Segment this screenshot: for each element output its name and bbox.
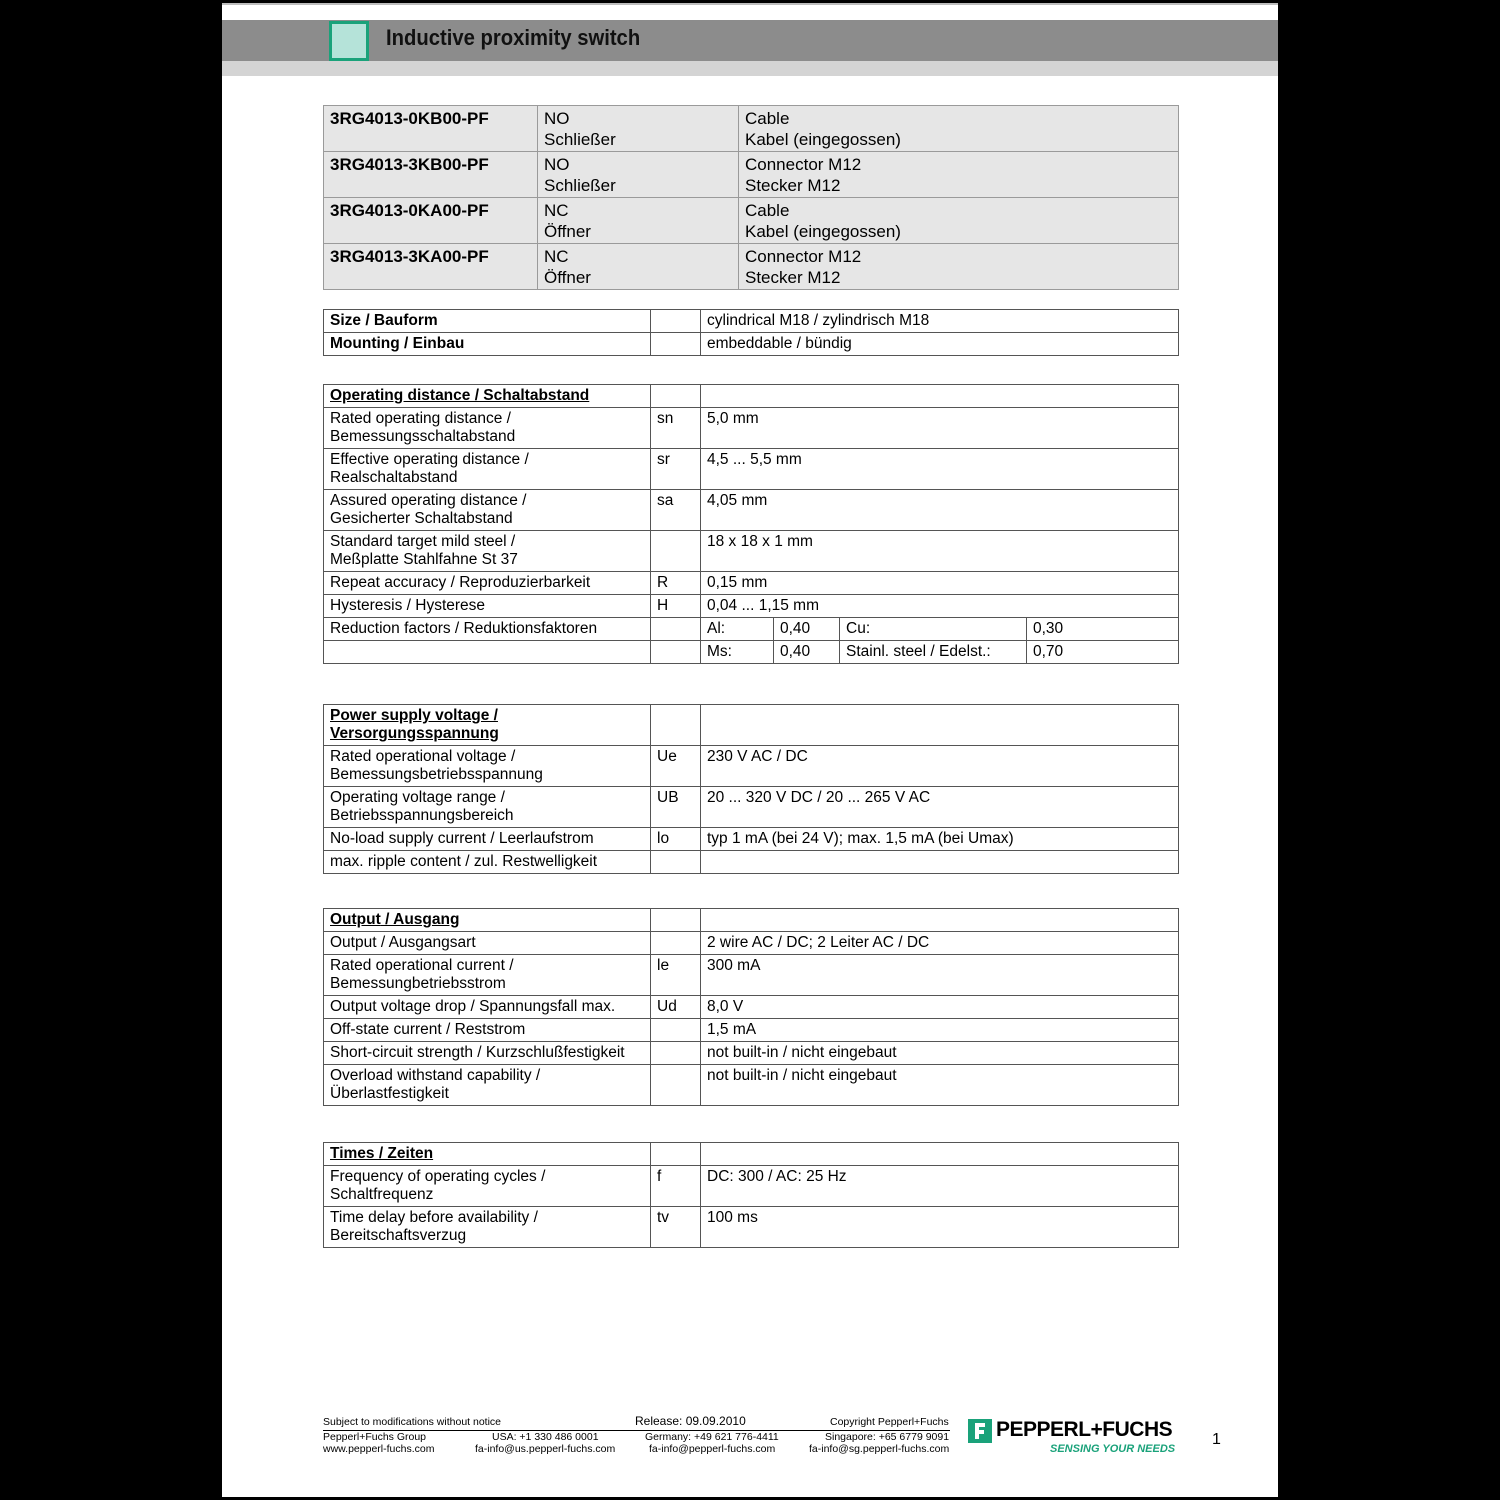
spec-label: Rated operational current / Bemessungbetriebsstrom [324,955,651,996]
spec-value: cylindrical M18 / zylindrisch M18 [701,310,1179,333]
footer-rule [323,1430,950,1431]
section-title: Operating distance / Schaltabstand [324,385,651,408]
operating-distance-table [323,384,1179,664]
spec-symbol [651,333,701,356]
spec-value: 5,0 mm [701,408,1179,449]
model-contact: NC Öffner [538,198,739,244]
spec-row [324,1207,1179,1248]
spec-value: typ 1 mA (bei 24 V); max. 1,5 mA (bei Umax) [701,828,1179,851]
spec-label: Rated operational voltage / Bemessungsbetriebsspannung [324,746,651,787]
general-table [323,309,1179,356]
footer-singapore-phone: Singapore: +65 6779 9091 [825,1431,950,1443]
spec-label: Effective operating distance / Realschaltabstand [324,449,651,490]
spec-symbol [651,531,701,572]
footer-germany-phone: Germany: +49 621 776-4411 [645,1431,779,1443]
spec-row [324,746,1179,787]
model-connection: Connector M12 Stecker M12 [739,244,1179,290]
top-rule [222,3,1278,5]
spec-symbol [651,932,701,955]
model-row [324,198,1179,244]
spec-row [324,1042,1179,1065]
model-code: 3RG4013-3KB00-PF [324,152,538,198]
model-contact: NC Öffner [538,244,739,290]
spec-symbol: sr [651,449,701,490]
spec-label: Standard target mild steel / Meßplatte Stahlfahne St 37 [324,531,651,572]
brand-slogan: SENSING YOUR NEEDS [1050,1443,1176,1455]
spec-row [324,449,1179,490]
spec-label: max. ripple content / zul. Restwelligkeit [324,851,651,874]
spec-row [324,1065,1179,1106]
spec-label: Output / Ausgangsart [324,932,651,955]
footer-group: Pepperl+Fuchs Group [323,1431,427,1443]
model-row [324,152,1179,198]
header-bar [222,20,1278,61]
header-subbar [222,61,1278,76]
spec-row [324,310,1179,333]
spec-label: Off-state current / Reststrom [324,1019,651,1042]
spec-value: 2 wire AC / DC; 2 Leiter AC / DC [701,932,1179,955]
footer-germany-mail: fa-info@pepperl-fuchs.com [649,1443,776,1455]
spec-label: Rated operating distance / Bemessungsschaltabstand [324,408,651,449]
spec-label: Mounting / Einbau [324,333,651,356]
spec-symbol: H [651,595,701,618]
spec-symbol [651,310,701,333]
material-name: Cu: [840,618,1027,641]
material-factor: 0,70 [1027,641,1179,664]
spec-value: not built-in / nicht eingebaut [701,1042,1179,1065]
spec-value: 100 ms [701,1207,1179,1248]
spec-label: Frequency of operating cycles / Schaltfrequenz [324,1166,651,1207]
spec-value: 4,5 ... 5,5 mm [701,449,1179,490]
spec-value: 20 ... 320 V DC / 20 ... 265 V AC [701,787,1179,828]
material-name: Ms: [701,641,774,664]
spec-value: embeddable / bündig [701,333,1179,356]
material-factor: 0,30 [1027,618,1179,641]
section-title: Output / Ausgang [324,909,651,932]
spec-row [324,1019,1179,1042]
footer-copyright: Copyright Pepperl+Fuchs [830,1416,949,1428]
spec-label: Size / Bauform [324,310,651,333]
page-title: Inductive proximity switch [386,25,641,50]
material-name: Stainl. steel / Edelst.: [840,641,1027,664]
spec-symbol: tv [651,1207,701,1248]
spec-row [324,996,1179,1019]
spec-row [324,333,1179,356]
spec-label: Operating voltage range / Betriebsspannungsbereich [324,787,651,828]
spec-label: Assured operating distance / Gesicherter Schaltabstand [324,490,651,531]
spec-symbol [651,1042,701,1065]
reduction-row [324,618,1179,641]
spec-value: 300 mA [701,955,1179,996]
output-table [323,908,1179,1106]
spec-value: 0,15 mm [701,572,1179,595]
model-code: 3RG4013-3KA00-PF [324,244,538,290]
spec-value [701,851,1179,874]
spec-label: Short-circuit strength / Kurzschlußfestigkeit [324,1042,651,1065]
spec-row [324,408,1179,449]
spec-label: Time delay before availability / Bereitschaftsverzug [324,1207,651,1248]
spec-row [324,787,1179,828]
section-title: Power supply voltage / Versorgungsspannung [324,705,651,746]
section-header-row [324,1143,1179,1166]
spec-row [324,490,1179,531]
spec-row [324,828,1179,851]
power-supply-table [323,704,1179,874]
model-contact: NO Schließer [538,106,739,152]
brand-logo [968,1416,1178,1461]
spec-symbol: Ue [651,746,701,787]
spec-symbol: le [651,955,701,996]
spec-label: Reduction factors / Reduktionsfaktoren [324,618,651,641]
spec-label: No-load supply current / Leerlaufstrom [324,828,651,851]
spec-value: DC: 300 / AC: 25 Hz [701,1166,1179,1207]
spec-label: Repeat accuracy / Reproduzierbarkeit [324,572,651,595]
spec-row [324,1166,1179,1207]
spec-symbol [651,1019,701,1042]
footer-notice: Subject to modifications without notice [323,1416,502,1428]
footer-usa-phone: USA: +1 330 486 0001 [492,1431,599,1443]
footer-release: Release: 09.09.2010 [635,1414,746,1428]
spec-symbol: sn [651,408,701,449]
spec-value: 8,0 V [701,996,1179,1019]
header-square-icon [329,21,369,61]
section-header-row [324,705,1179,746]
page-number: 1 [1212,1431,1221,1448]
spec-symbol: f [651,1166,701,1207]
section-header-row [324,909,1179,932]
spec-row [324,932,1179,955]
model-row [324,244,1179,290]
spec-row [324,955,1179,996]
spec-value: 18 x 18 x 1 mm [701,531,1179,572]
section-header-row [324,385,1179,408]
spec-symbol [651,1065,701,1106]
model-connection: Connector M12 Stecker M12 [739,152,1179,198]
footer [323,1416,953,1455]
spec-row [324,851,1179,874]
model-connection: Cable Kabel (eingegossen) [739,198,1179,244]
model-connection: Cable Kabel (eingegossen) [739,106,1179,152]
model-contact: NO Schließer [538,152,739,198]
datasheet-page [222,3,1278,1497]
footer-usa-mail: fa-info@us.pepperl-fuchs.com [475,1443,616,1455]
spec-value: 1,5 mA [701,1019,1179,1042]
spec-value: 0,04 ... 1,15 mm [701,595,1179,618]
spec-value: not built-in / nicht eingebaut [701,1065,1179,1106]
material-name: Al: [701,618,774,641]
pepperl-fuchs-logo-icon [968,1419,992,1443]
models-table [323,105,1179,290]
reduction-row [324,641,1179,664]
model-code: 3RG4013-0KB00-PF [324,106,538,152]
material-factor: 0,40 [774,618,840,641]
spec-symbol: lo [651,828,701,851]
spec-symbol: R [651,572,701,595]
section-title: Times / Zeiten [324,1143,651,1166]
model-code: 3RG4013-0KA00-PF [324,198,538,244]
spec-label: Output voltage drop / Spannungsfall max. [324,996,651,1019]
spec-symbol: UB [651,787,701,828]
spec-value: 4,05 mm [701,490,1179,531]
footer-website: www.pepperl-fuchs.com [323,1443,435,1455]
spec-symbol: sa [651,490,701,531]
times-table [323,1142,1179,1248]
footer-singapore-mail: fa-info@sg.pepperl-fuchs.com [809,1443,950,1455]
spec-row [324,595,1179,618]
model-row [324,106,1179,152]
spec-label: Overload withstand capability / Überlastfestigkeit [324,1065,651,1106]
spec-row [324,572,1179,595]
spec-row [324,531,1179,572]
spec-symbol [651,851,701,874]
spec-symbol: Ud [651,996,701,1019]
material-factor: 0,40 [774,641,840,664]
spec-label: Hysteresis / Hysterese [324,595,651,618]
spec-value: 230 V AC / DC [701,746,1179,787]
brand-name: PEPPERL+FUCHS [996,1418,1173,1441]
